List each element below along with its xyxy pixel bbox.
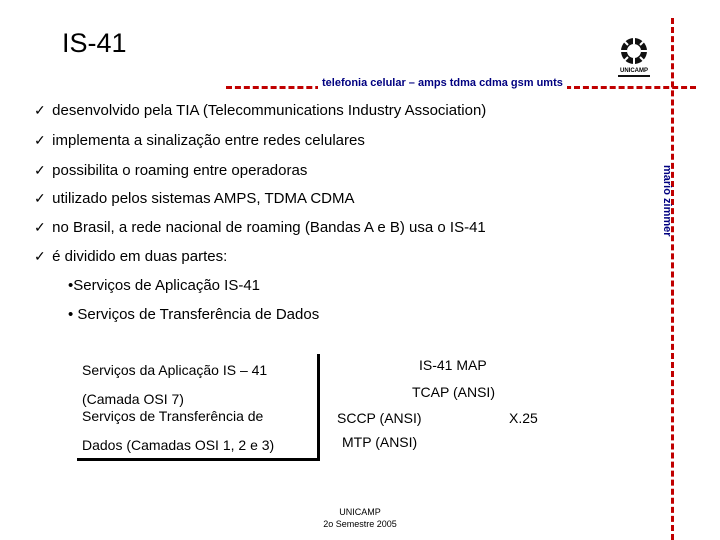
protocol-x25: X.25: [509, 410, 538, 426]
sub-bullet-item: •Serviços de Aplicação IS-41: [68, 277, 261, 294]
checkmark-icon: ✓: [34, 132, 46, 148]
protocol-tcap: TCAP (ANSI): [412, 384, 495, 400]
sub-bullet-item: • Serviços de Transferência de Dados: [68, 306, 320, 323]
checkmark-icon: ✓: [34, 102, 46, 118]
layer-label-transfer: Serviços de Transferência de: [82, 408, 264, 424]
bullet-item: ✓ no Brasil, a rede nacional de roaming (Bandas A e B) usa o IS-41: [34, 219, 486, 236]
author-label: [661, 165, 681, 245]
layer-label-osi7: (Camada OSI 7): [82, 391, 184, 407]
author-label-text: mario zimmer: [661, 165, 673, 237]
footer-semester: 2o Semestre 2005: [323, 519, 397, 529]
bullet-item: ✓ desenvolvido pela TIA (Telecommunications Industry Association): [34, 102, 487, 119]
layer-label-osi123: Dados (Camadas OSI 1, 2 e 3): [82, 437, 275, 453]
footer: [300, 506, 420, 530]
slide-subtitle: telefonia celular – amps tdma cdma gsm umts: [318, 77, 567, 89]
bullet-item: ✓ possibilita o roaming entre operadoras: [34, 162, 308, 179]
checkmark-icon: ✓: [34, 219, 46, 235]
footer-institution: UNICAMP: [339, 507, 381, 517]
protocol-mtp: MTP (ANSI): [342, 434, 418, 450]
checkmark-icon: ✓: [34, 190, 46, 206]
slide-title: IS-41: [62, 28, 127, 58]
vertical-divider: [671, 18, 674, 540]
checkmark-icon: ✓: [34, 162, 46, 178]
unicamp-logo: [612, 34, 662, 80]
svg-text:UNICAMP: UNICAMP: [620, 68, 648, 74]
bullet-item: ✓ utilizado pelos sistemas AMPS, TDMA CDMA: [34, 190, 355, 207]
unicamp-logo-icon: [612, 34, 662, 80]
layer-label-application: Serviços da Aplicação IS – 41: [82, 362, 268, 378]
protocol-sccp: SCCP (ANSI): [337, 410, 422, 426]
bullet-item: ✓ é dividido em duas partes:: [34, 248, 228, 265]
protocol-is41-map: IS-41 MAP: [419, 357, 487, 373]
bullet-item: ✓ implementa a sinalização entre redes celulares: [34, 132, 365, 149]
checkmark-icon: ✓: [34, 248, 46, 264]
